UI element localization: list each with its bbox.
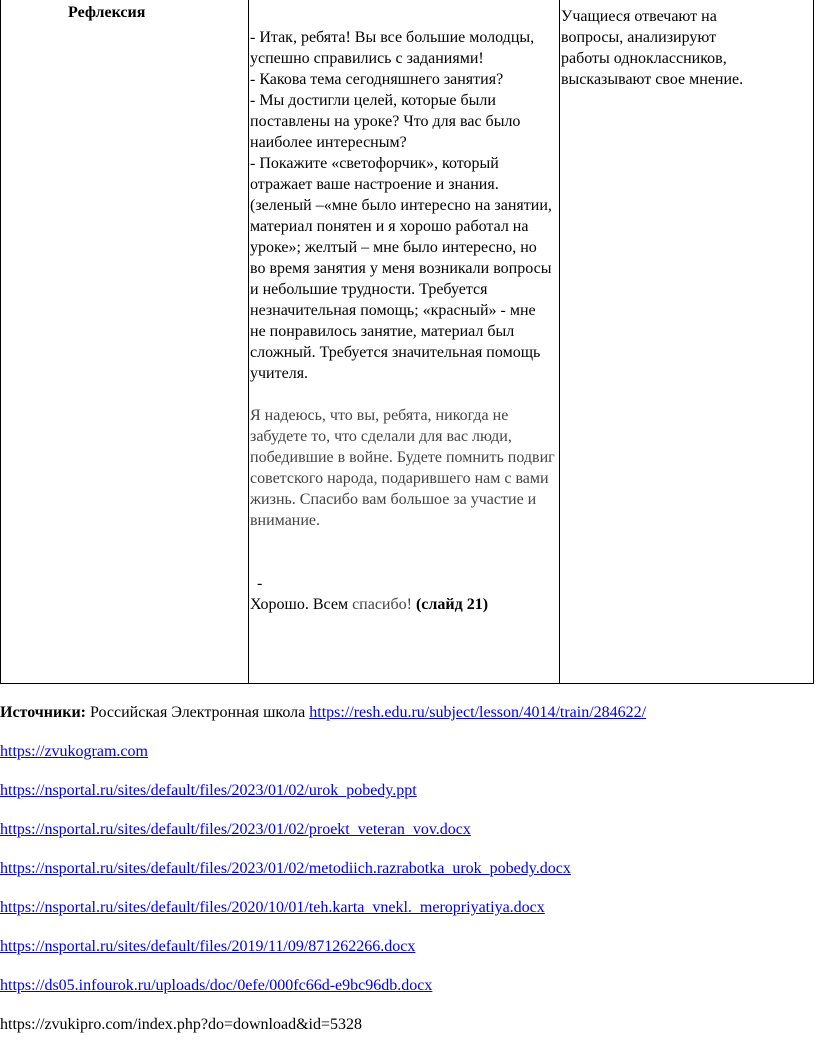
students-activity-cell: Учащиеся отвечают на вопросы, анализируют работы одноклассников, высказывают свое мнение. (561, 8, 744, 88)
source-link[interactable]: https://zvukogram.com (0, 743, 148, 760)
source-link[interactable]: https://nsportal.ru/sites/default/files/2020/10/01/teh.karta_vnekl._meropriyatiya.docx (0, 899, 545, 916)
source-plain-url: https://zvukipro.com/index.php?do=download&id=5328 (0, 1016, 363, 1033)
slide-ref: (слайд 21) (415, 596, 489, 613)
teacher-line: - Мы достигли целей, которые были поставлены на уроке? Что для вас было наиболее интересным? (250, 92, 521, 151)
teacher-line: - Итак, ребята! Вы все большие молодцы, успешно справились с заданиями! (250, 29, 535, 67)
source-link[interactable]: https://ds05.infourok.ru/uploads/doc/0efe/000fc66d-e9bc96db.docx (0, 977, 433, 994)
table-border-left (0, 0, 1, 684)
source-link[interactable]: https://nsportal.ru/sites/default/files/2019/11/09/871262266.docx (0, 938, 416, 955)
teacher-line: - Какова тема сегодняшнего занятия? (250, 71, 504, 88)
source-link[interactable]: https://resh.edu.ru/subject/lesson/4014/train/284622/ (309, 704, 647, 721)
teacher-line: - Покажите «светофорчик», который отражает ваше настроение и знания. (зеленый –«мне было интересно на занятии, материал понятен и я хорошо работал на уроке»; желтый – мне было интересно, но во время занятия у меня возникали вопросы и небольшие трудности. Требуется незначительная помощь; «красный» - мне не понравилось занятие, материал был сложный. Требуется значительная помощь учителя. (250, 155, 552, 382)
sources-first-text: Российская Электронная школа (90, 704, 306, 721)
table-divider-1 (248, 0, 249, 684)
source-link[interactable]: https://nsportal.ru/sites/default/files/2023/01/02/urok_pobedy.ppt (0, 782, 417, 799)
sources-label: Источники: (0, 704, 87, 721)
table-divider-2 (559, 0, 560, 684)
source-link[interactable]: https://nsportal.ru/sites/default/files/2023/01/02/proekt_veteran_vov.docx (0, 821, 471, 838)
source-link[interactable]: https://nsportal.ru/sites/default/files/2023/01/02/metodiich.razrabotka_urok_pobedy.docx (0, 860, 571, 877)
teacher-activity-cell (250, 27, 555, 615)
sources-first-line (0, 704, 646, 722)
table-border-bottom (0, 683, 814, 684)
final-line (250, 594, 555, 615)
table-border-right (813, 0, 814, 684)
final-plain: Хорошо. Всем (250, 596, 353, 613)
final-thanks: спасибо! (352, 596, 412, 613)
stage-title: Рефлексия (68, 4, 146, 21)
closing-text: Я надеюсь, что вы, ребята, никогда не забудете то, что сделали для вас люди, победившие в войне. Будете помнить подвиг советского народа, подарившего нам с вами жизнь. Спасибо вам большое за участие и внимание. (250, 407, 555, 529)
final-dash: - (257, 575, 263, 592)
